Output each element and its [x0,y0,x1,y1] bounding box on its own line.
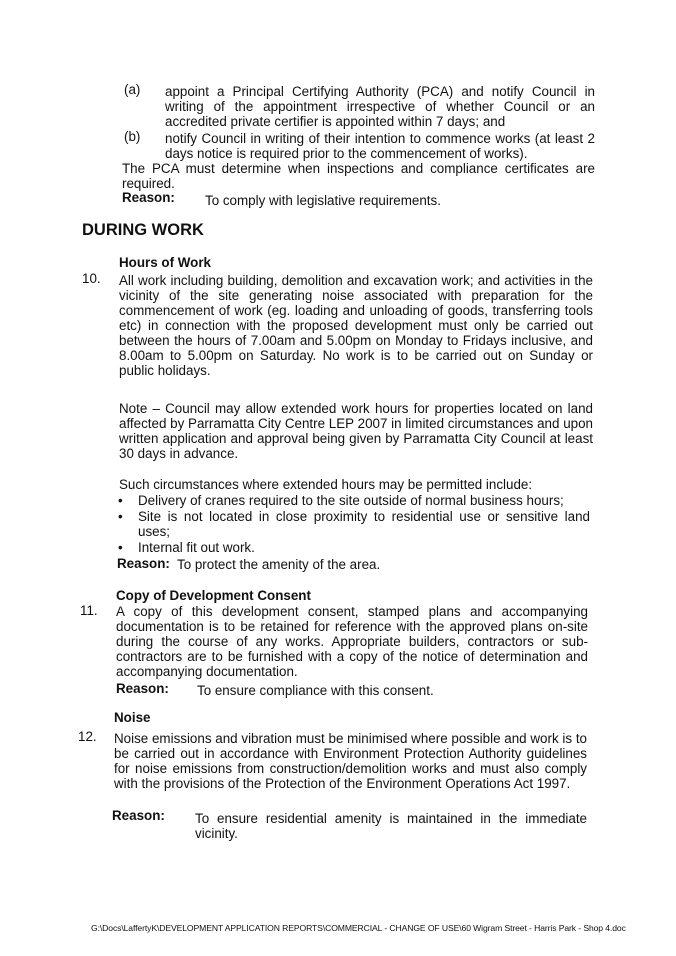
condition-12-heading: Noise [114,710,151,725]
item-a-label: (a) [124,82,141,97]
condition-10-reason-label: Reason: [117,556,170,571]
condition-12-paragraph: Noise emissions and vibration must be minimised where possible and work is to be carried out in accordance with Environment Protection Authority guidelines for noise emissions from construction/demolition works and must also comply with the provisions of the Protection of the Environment Operations Act 1997. [114,731,587,791]
condition-12-reason-text: To ensure residential amenity is maintained in the immediate vicinity. [195,811,587,841]
condition-10-reason-text: To protect the amenity of the area. [177,557,381,572]
bullet-mark: • [118,540,123,555]
condition-10-note: Note – Council may allow extended work hours for properties located on land affected by Parramatta City Centre LEP 2007 in limited circumstances and upon written application and approval being given by Parramatta City Council at least 30 days in advance. [119,401,593,461]
footer-file-path: G:\Docs\LaffertyK\DEVELOPMENT APPLICATION REPORTS\COMMERCIAL - CHANGE OF USE\60 Wigram Street - Harris Park - Shop 4.doc [91,923,626,933]
condition-11-reason-label: Reason: [116,681,169,696]
condition-10-intro: Such circumstances where extended hours may be permitted include: [119,477,533,492]
bullet-mark: • [118,493,123,508]
item-a-text: appoint a Principal Certifying Authority (PCA) and notify Council in writing of the appointment irrespective of whether Council or an accredited private certifier is appointed within 7 days; and [165,84,595,129]
bullet-mark: • [118,509,123,524]
reason-text: To comply with legislative requirements. [205,193,441,208]
bullet-item: Site is not located in close proximity to residential use or sensitive land uses; [138,509,590,539]
condition-10-heading: Hours of Work [119,255,212,270]
item-b-label: (b) [124,129,141,144]
condition-11-reason-text: To ensure compliance with this consent. [197,683,434,698]
reason-label: Reason: [122,190,175,205]
condition-12-number: 12. [78,729,97,744]
pca-paragraph: The PCA must determine when inspections and compliance certificates are required. [122,161,595,191]
bullet-item: Internal fit out work. [138,540,255,555]
condition-11-heading: Copy of Development Consent [116,588,311,603]
condition-10-number: 10. [82,271,101,286]
condition-11-number: 11. [80,603,98,618]
condition-10-paragraph: All work including building, demolition and excavation work; and activities in the vicinity of the site generating noise associated with preparation for the commencement of work (eg. loading and unloading of goods, transferring tools etc) in connection with the proposed development must only be carried out between the hours of 7.00am and 5.00pm on Monday to Fridays inclusive, and 8.00am to 5.00pm on Saturday. No work is to be carried out on Sunday or public holidays. [119,273,593,378]
item-b-text: notify Council in writing of their intention to commence works (at least 2 days notice is required prior to the commencement of works). [165,131,595,161]
condition-12-reason-label: Reason: [112,808,165,823]
condition-11-paragraph: A copy of this development consent, stamped plans and accompanying documentation is to be retained for reference with the approved plans on-site during the course of any works. Appropriate builders, contractors or sub-contractors are to be furnished with a copy of the notice of determination and accompanying documentation. [116,604,588,679]
section-heading: DURING WORK [82,221,204,239]
bullet-item: Delivery of cranes required to the site outside of normal business hours; [138,493,564,508]
